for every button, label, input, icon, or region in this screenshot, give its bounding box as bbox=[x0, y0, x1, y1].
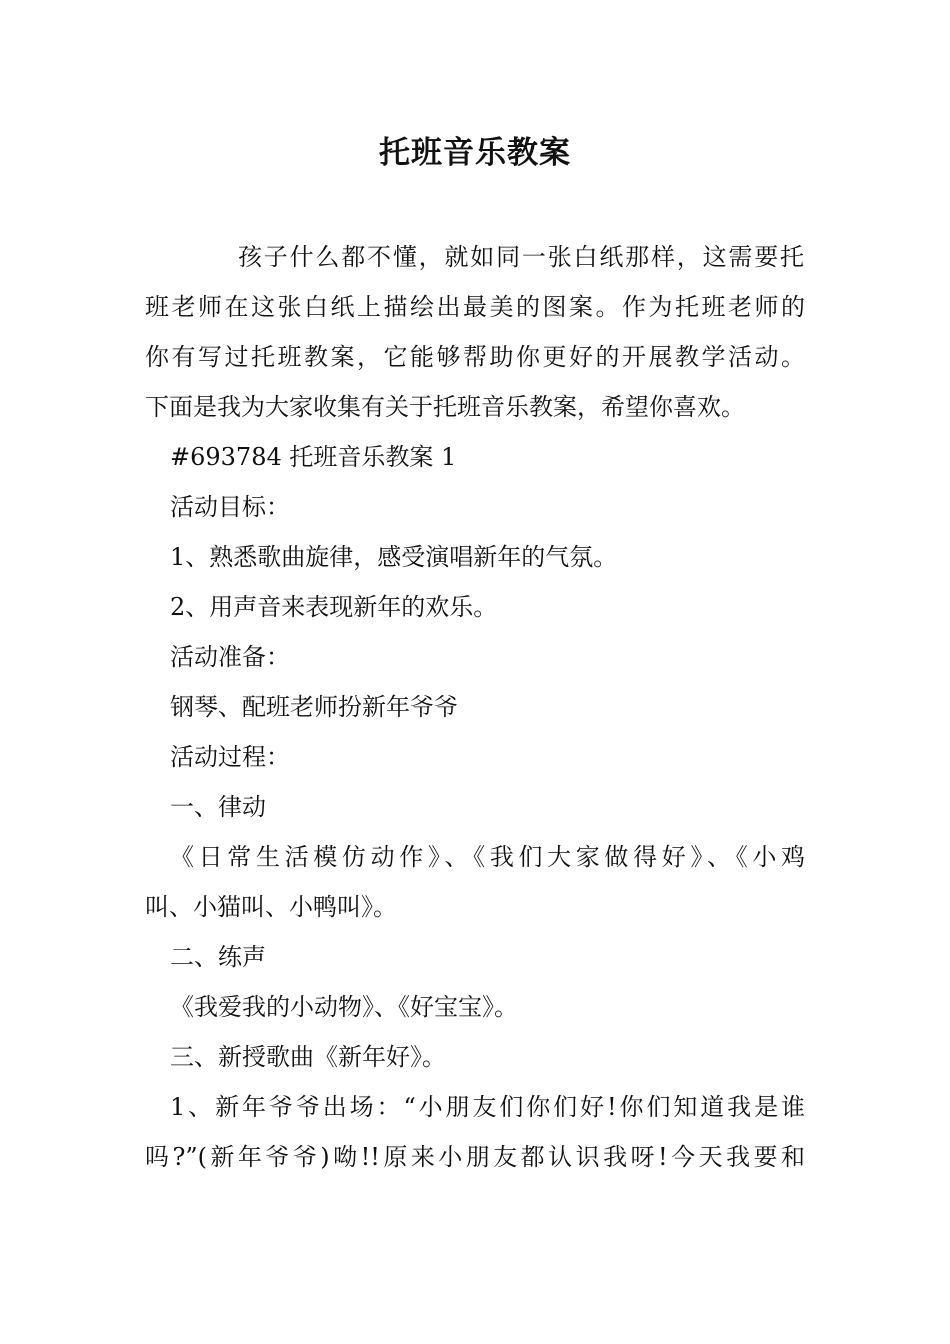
paragraph-line: 叫、小猫叫、小鸭叫》。 bbox=[145, 893, 397, 921]
paragraph-line: 《日常生活模仿动作》、《我们大家做得好》、《小鸡 bbox=[170, 843, 805, 871]
paragraph-line: 二、练声 bbox=[170, 943, 266, 971]
paragraph-line: 班老师在这张白纸上描绘出最美的图案。作为托班老师的 bbox=[145, 293, 805, 321]
paragraph-line: 下面是我为大家收集有关于托班音乐教案，希望你喜欢。 bbox=[145, 393, 745, 421]
section-heading: #693784 托班音乐教案 1 bbox=[170, 443, 457, 471]
paragraph-line: 活动目标： bbox=[170, 493, 290, 521]
paragraph-line: 活动准备： bbox=[170, 643, 290, 671]
paragraph-line: 钢琴、配班老师扮新年爷爷 bbox=[170, 693, 458, 721]
paragraph-line: 1、熟悉歌曲旋律，感受演唱新年的气氛。 bbox=[170, 543, 618, 571]
paragraph-line: 一、律动 bbox=[170, 793, 266, 821]
paragraph-line: 1、新年爷爷出场：“小朋友们你们好!你们知道我是谁 bbox=[170, 1093, 805, 1121]
paragraph-line: 你有写过托班教案，它能够帮助你更好的开展教学活动。 bbox=[145, 343, 805, 371]
paragraph-line: 《我爱我的小动物》、《好宝宝》。 bbox=[170, 993, 518, 1021]
paragraph-line: 三、新授歌曲《新年好》。 bbox=[170, 1043, 446, 1071]
paragraph-line: 2、用声音来表现新年的欢乐。 bbox=[170, 593, 498, 621]
paragraph-line: 吗?”(新年爷爷)呦!!原来小朋友都认识我呀!今天我要和 bbox=[145, 1143, 805, 1171]
document-title: 托班音乐教案 bbox=[379, 135, 571, 171]
paragraph-line: 活动过程： bbox=[170, 743, 290, 771]
paragraph-line: 孩子什么都不懂，就如同一张白纸那样，这需要托 bbox=[238, 243, 804, 271]
